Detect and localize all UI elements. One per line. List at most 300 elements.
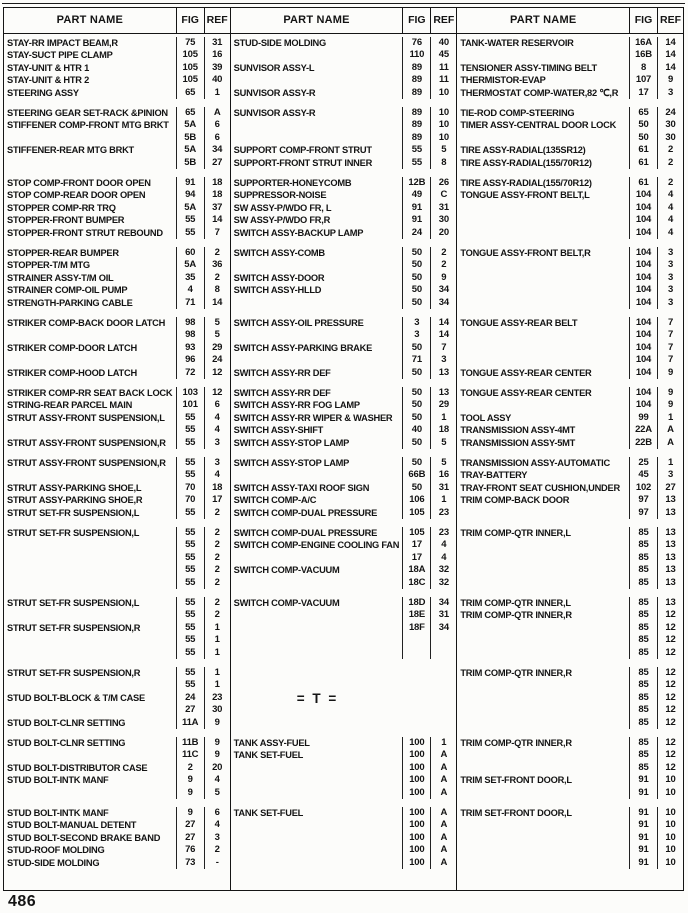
ref-cell: 23 [204,692,230,704]
ref-cell [430,634,456,646]
table-row [231,424,457,436]
table-row [457,634,683,646]
part-name-cell: SWITCH ASSY-STOP LAMP [233,437,350,448]
part-name-cell: SUPPORT-FRONT STRUT INNER [233,157,373,168]
table-row [4,367,230,379]
ref-cell: 23 [430,507,456,519]
fig-cell: 22A [629,424,657,436]
ref-cell: 16 [430,469,456,481]
fig-cell: 18D [402,597,430,609]
part-name-cell [457,622,629,634]
ref-cell: 7 [657,342,683,354]
fig-cell: 85 [629,609,657,621]
fig-cell: 100 [402,762,430,774]
parts-column-1 [4,8,230,890]
table-row [457,49,683,61]
ref-cell: A [657,424,683,436]
ref-cell: 2 [657,157,683,169]
table-row [231,157,457,169]
fig-cell: 100 [402,819,430,831]
part-name-cell [457,272,629,284]
ref-cell: 11 [430,62,456,74]
fig-cell: 55 [176,552,204,564]
part-name-cell [457,819,629,831]
table-row [457,774,683,786]
table-row [4,87,230,99]
table-row [231,857,457,869]
part-name-cell: STOPPER-REAR BUMPER [7,248,119,258]
part-name-cell [231,609,403,621]
ref-cell: 10 [430,87,456,99]
table-row [231,412,457,424]
table-row [457,609,683,621]
table-row [4,297,230,309]
table-row [4,787,230,799]
ref-cell: A [430,807,456,819]
ref-cell: 3 [204,437,230,449]
fig-cell: 50 [402,399,430,411]
row-group [4,457,230,519]
ref-cell: 2 [204,844,230,856]
table-row [457,704,683,716]
table-row [4,107,230,119]
part-name-cell: STRIKER COMP-RR SEAT BACK LOCK [7,388,173,398]
fig-cell: 17 [402,539,430,551]
table-row [457,247,683,259]
ref-cell: 4 [204,469,230,481]
part-name-cell: STOPPER-FRONT BUMPER [7,215,125,226]
fig-cell: 5B [176,132,204,144]
row-group [4,667,230,729]
table-row [457,469,683,481]
table-row [231,214,457,226]
row-group [231,527,457,589]
ref-cell: 14 [204,297,230,309]
fig-cell: 85 [629,679,657,691]
fig-cell: 5A [176,144,204,156]
part-name-cell: STIFFENER COMP-FRONT MTG BRKT [7,120,169,131]
fig-cell: 40 [402,424,430,436]
fig-cell: 85 [629,539,657,551]
part-name-cell: TIRE ASSY-RADIAL(155/70R12) [460,157,592,168]
table-row [457,399,683,411]
fig-cell: 91 [629,844,657,856]
ref-cell: 1 [430,412,456,424]
table-row [4,227,230,239]
part-name-cell: SUNVISOR ASSY-R [233,108,316,118]
part-name-cell [4,354,176,366]
row-group [4,737,230,799]
fig-cell: 110 [402,49,430,61]
table-row [457,227,683,239]
table-row [231,49,457,61]
ref-cell: 13 [657,564,683,576]
fig-cell: 17 [402,552,430,564]
part-name-cell: STRIKER COMP-HOOD LATCH [7,367,137,378]
ref-cell: 36 [204,259,230,271]
fig-cell: 50 [402,387,430,399]
column-body [4,34,230,890]
row-group [4,597,230,659]
row-group [231,247,457,309]
table-row [4,259,230,271]
part-name-cell [457,832,629,844]
part-name-cell: STAY-SUCT PIPE CLAMP [7,50,113,61]
header-part-name: PART NAME [283,14,350,26]
fig-cell: 93 [176,342,204,354]
fig-cell: 70 [176,494,204,506]
fig-cell: 91 [629,774,657,786]
part-name-cell: STRIKER COMP-DOOR LATCH [7,342,137,353]
ref-cell: 7 [204,227,230,239]
table-row [4,717,230,729]
table-row [457,857,683,869]
ref-cell: 5 [204,329,230,341]
fig-cell: 55 [176,424,204,436]
row-group [457,317,683,379]
fig-cell: 35 [176,272,204,284]
ref-cell: 12 [657,609,683,621]
ref-cell: 34 [430,297,456,309]
ref-cell: 7 [430,342,456,354]
row-group [231,597,457,659]
fig-cell: 70 [176,482,204,494]
ref-cell: 26 [430,177,456,189]
row-group [457,387,683,449]
part-name-cell: SWITCH COMP-DUAL PRESSURE [233,528,378,538]
ref-cell: 3 [657,297,683,309]
part-name-cell: STIFFENER-REAR MTG BRKT [7,145,134,156]
fig-cell: 85 [629,692,657,704]
fig-cell: 55 [176,647,204,659]
row-group [231,177,457,239]
table-row [457,412,683,424]
part-name-cell: STUD BOLT-MANUAL DETENT [7,820,137,831]
fig-cell: 50 [402,284,430,296]
column-body [457,34,683,890]
ref-cell: 9 [430,272,456,284]
fig-cell: 94 [176,189,204,201]
header-ref: REF [657,8,683,33]
table-row [457,354,683,366]
table-row [457,297,683,309]
part-name-cell [457,679,629,691]
ref-cell: 10 [657,844,683,856]
top-double-rule [2,3,685,4]
fig-cell: 24 [402,227,430,239]
column-header [457,8,683,34]
fig-cell: 55 [402,157,430,169]
part-name-cell: TIRE ASSY-RADIAL(155/70R12) [460,178,592,188]
ref-cell: 27 [657,482,683,494]
fig-cell: 100 [402,832,430,844]
ref-cell: 13 [657,527,683,539]
ref-cell: 12 [657,622,683,634]
table-row [4,177,230,189]
part-name-cell: TONGUE ASSY-REAR CENTER [460,388,592,398]
row-group [231,737,457,799]
table-row [4,622,230,634]
part-name-cell: STRUT ASSY-FRONT SUSPENSION,R [7,437,166,448]
column-body [231,34,457,890]
table-row [457,157,683,169]
ref-cell: 12 [204,387,230,399]
ref-cell: 6 [204,119,230,131]
table-row [457,272,683,284]
table-row [4,119,230,131]
header-part-name: PART NAME [509,14,577,26]
ref-cell: 2 [204,527,230,539]
part-name-cell: STRING-REAR PARCEL MAIN [7,400,133,411]
ref-cell: 1 [204,622,230,634]
ref-cell: 9 [657,387,683,399]
part-name-cell: STRUT SET-FR SUSPENSION,L [7,528,140,538]
table-row [457,832,683,844]
table-row [4,667,230,679]
fig-cell: 85 [629,527,657,539]
part-name-cell: STEERING GEAR SET-RACK &PINION [7,108,168,118]
ref-cell: 10 [657,774,683,786]
ref-cell: 3 [204,832,230,844]
table-row [457,37,683,49]
fig-cell: 105 [176,49,204,61]
fig-cell: 11B [176,737,204,749]
part-name-cell [457,857,629,869]
table-row [231,844,457,856]
row-group [231,317,457,379]
part-name-cell [457,647,629,659]
ref-cell: 2 [204,507,230,519]
table-row [4,132,230,144]
fig-cell: 104 [629,247,657,259]
ref-cell: 11 [430,74,456,86]
table-row [231,527,457,539]
part-name-cell: SWITCH ASSY-STOP LAMP [233,458,350,468]
row-group [457,807,683,869]
ref-cell: 4 [657,202,683,214]
part-name-cell: SWITCH ASSY-HLLD [233,285,322,296]
part-name-cell: TONGUE ASSY-FRONT BELT,L [460,190,590,201]
table-row [4,494,230,506]
fig-cell: 60 [176,247,204,259]
fig-cell: 104 [629,367,657,379]
ref-cell: 4 [204,774,230,786]
ref-cell: 32 [430,564,456,576]
table-row [4,424,230,436]
fig-cell: 72 [176,367,204,379]
ref-cell: 13 [657,597,683,609]
part-name-cell [457,692,629,704]
fig-cell: 105 [402,527,430,539]
part-name-cell [231,469,403,481]
fig-cell: 89 [402,62,430,74]
part-name-cell: SUPPORTER-HONEYCOMB [233,178,352,188]
part-name-cell: STAY-UNIT & HTR 1 [7,62,90,73]
table-row [231,737,457,749]
fig-cell: 16A [629,37,657,49]
part-name-cell [231,819,403,831]
ref-cell: 30 [430,214,456,226]
table-row [4,469,230,481]
ref-cell: 1 [204,679,230,691]
row-group [4,807,230,869]
ref-cell: 9 [204,717,230,729]
part-name-cell [231,634,403,646]
part-name-cell: TRIM COMP-BACK DOOR [460,495,570,506]
table-row [4,399,230,411]
part-name-cell: SWITCH ASSY-DOOR [233,272,325,283]
fig-cell: 5B [176,157,204,169]
table-row [457,737,683,749]
part-name-cell [457,564,629,576]
row-group [457,527,683,589]
fig-cell: 85 [629,622,657,634]
part-name-cell [231,774,403,786]
table-row [457,597,683,609]
fig-cell: 61 [629,144,657,156]
ref-cell: A [204,107,230,119]
fig-cell: 91 [629,807,657,819]
fig-cell: 11A [176,717,204,729]
fig-cell: 65 [176,107,204,119]
fig-cell: 85 [629,667,657,679]
part-name-cell: TENSIONER ASSY-TIMING BELT [460,62,597,73]
part-name-cell: STRENGTH-PARKING CABLE [7,297,133,308]
fig-cell: 18A [402,564,430,576]
fig-cell: 75 [176,37,204,49]
ref-cell: 10 [430,132,456,144]
part-name-cell [231,132,403,144]
fig-cell: 66B [402,469,430,481]
ref-cell: 5 [430,457,456,469]
ref-cell: 30 [657,132,683,144]
ref-cell: 29 [204,342,230,354]
table-row [457,787,683,799]
table-row [457,74,683,86]
ref-cell: 12 [657,647,683,659]
section-divider-label: = T = [296,690,339,706]
part-name-cell [457,399,629,411]
part-name-cell [457,787,629,799]
table-row [4,437,230,449]
fig-cell: 55 [176,679,204,691]
fig-cell: 91 [402,202,430,214]
table-row [457,692,683,704]
row-group [457,247,683,309]
ref-cell: 2 [657,177,683,189]
ref-cell: 13 [657,494,683,506]
part-name-cell: STOPPER-T/M MTG [7,260,90,271]
part-name-cell: STAY-UNIT & HTR 2 [7,75,90,86]
fig-cell: 104 [629,189,657,201]
ref-cell: A [430,774,456,786]
table-row [457,259,683,271]
part-name-cell: SUPPORT COMP-FRONT STRUT [233,145,372,156]
ref-cell: 10 [657,787,683,799]
fig-cell: 104 [629,272,657,284]
fig-cell: 85 [629,552,657,564]
part-name-cell [231,49,403,61]
row-group [457,457,683,519]
table-row [231,107,457,119]
part-name-cell: STRUT ASSY-FRONT SUSPENSION,L [7,412,165,423]
table-row [231,132,457,144]
part-name-cell [231,354,403,366]
ref-cell: 34 [204,144,230,156]
ref-cell: 4 [204,412,230,424]
fig-cell: 71 [176,297,204,309]
fig-cell: 85 [629,762,657,774]
table-row [231,469,457,481]
ref-cell: 2 [430,247,456,259]
fig-cell: 50 [629,119,657,131]
ref-cell: A [430,844,456,856]
ref-cell: 31 [204,37,230,49]
table-row [4,37,230,49]
fig-cell [402,647,430,659]
table-row [457,202,683,214]
table-row [4,609,230,621]
table-row [4,749,230,761]
fig-cell: 55 [176,634,204,646]
ref-cell: 30 [204,704,230,716]
fig-cell: 55 [402,144,430,156]
table-row [4,679,230,691]
fig-cell: 76 [402,37,430,49]
ref-cell: 4 [657,227,683,239]
ref-cell: 12 [657,704,683,716]
fig-cell: 25 [629,457,657,469]
fig-cell: 104 [629,317,657,329]
table-row [457,647,683,659]
fig-cell: 101 [176,399,204,411]
table-row [4,774,230,786]
ref-cell: 12 [657,737,683,749]
part-name-cell: STUD-SIDE MOLDING [233,38,327,48]
part-name-cell [4,609,176,621]
fig-cell: 98 [176,329,204,341]
fig-cell: 100 [402,787,430,799]
table-row [231,634,457,646]
ref-cell: 40 [204,74,230,86]
table-row [4,844,230,856]
ref-cell: 7 [657,317,683,329]
table-row [457,214,683,226]
fig-cell: 105 [402,507,430,519]
table-row [4,342,230,354]
fig-cell: 9 [176,787,204,799]
table-row [231,437,457,449]
fig-cell: 50 [402,247,430,259]
fig-cell: 55 [176,564,204,576]
ref-cell [430,647,456,659]
fig-cell: 55 [176,214,204,226]
table-row [457,424,683,436]
part-name-cell: STRAINER COMP-OIL PUMP [7,285,128,296]
part-name-cell: STRUT ASSY-PARKING SHOE,R [7,495,143,506]
table-row [457,329,683,341]
fig-cell: 97 [629,507,657,519]
table-row [231,807,457,819]
fig-cell: 27 [176,832,204,844]
fig-cell: 22B [629,437,657,449]
table-row [4,62,230,74]
ref-cell: 24 [657,107,683,119]
table-row [457,132,683,144]
ref-cell: 8 [204,284,230,296]
ref-cell: 12 [657,762,683,774]
table-row [4,189,230,201]
